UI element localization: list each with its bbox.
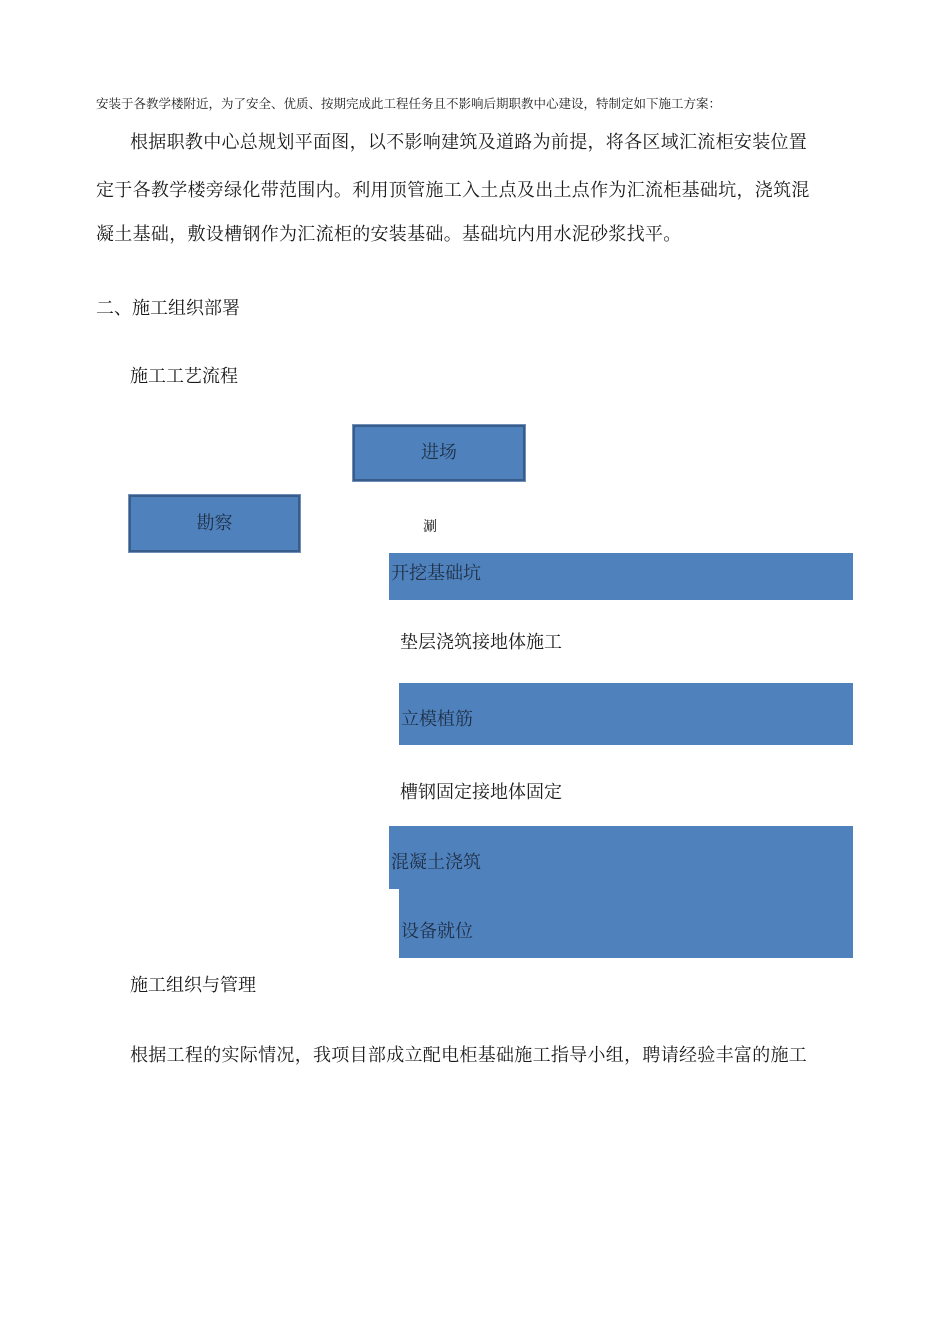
flow-step-enter-site-label: 进场	[421, 442, 457, 463]
paragraph-1-line-2: 定于各教学楼旁绿化带范围内。利用顶管施工入土点及出土点作为汇流柜基础坑，浇筑混	[96, 180, 810, 201]
flow-step-equipment-label: 设备就位	[401, 921, 473, 942]
flow-step-survey-label: 勘察	[196, 513, 233, 534]
subsection-management-heading: 施工组织与管理	[130, 975, 256, 996]
paragraph-1-line-3: 凝土基础，敷设槽钢作为汇流柜的安装基础。基础坑内用水泥砂浆找平。	[96, 224, 682, 245]
flow-step-survey	[129, 495, 300, 552]
flow-step-excavate	[389, 553, 853, 600]
flow-step-concrete-label: 混凝土浇筑	[391, 852, 481, 873]
flow-step-channel-steel: 槽钢固定接地体固定	[400, 782, 562, 803]
flow-step-cushion: 垫层浇筑接地体施工	[400, 632, 562, 653]
subsection-process-heading: 施工工艺流程	[130, 366, 238, 387]
flow-step-excavate-label: 开挖基础坑	[391, 563, 481, 584]
stray-mark: 涮	[423, 519, 437, 535]
paragraph-2: 根据工程的实际情况，我项目部成立配电柜基础施工指导小组，聘请经验丰富的施工	[130, 1045, 808, 1066]
intro-line: 安装于各教学楼附近，为了安全、优质、按期完成此工程任务且不影响后期职教中心建设，特制定如下施工方案：	[96, 96, 722, 111]
flow-step-formwork	[399, 683, 853, 745]
flow-step-equipment	[399, 889, 853, 958]
flow-step-concrete	[389, 826, 853, 889]
flow-step-enter-site	[353, 425, 525, 481]
paragraph-1-line-1: 根据职教中心总规划平面图，以不影响建筑及道路为前提，将各区域汇流柜安装位置	[130, 132, 808, 153]
flow-step-formwork-label: 立模植筋	[401, 709, 473, 730]
section-2-heading: 二、施工组织部署	[96, 298, 240, 319]
